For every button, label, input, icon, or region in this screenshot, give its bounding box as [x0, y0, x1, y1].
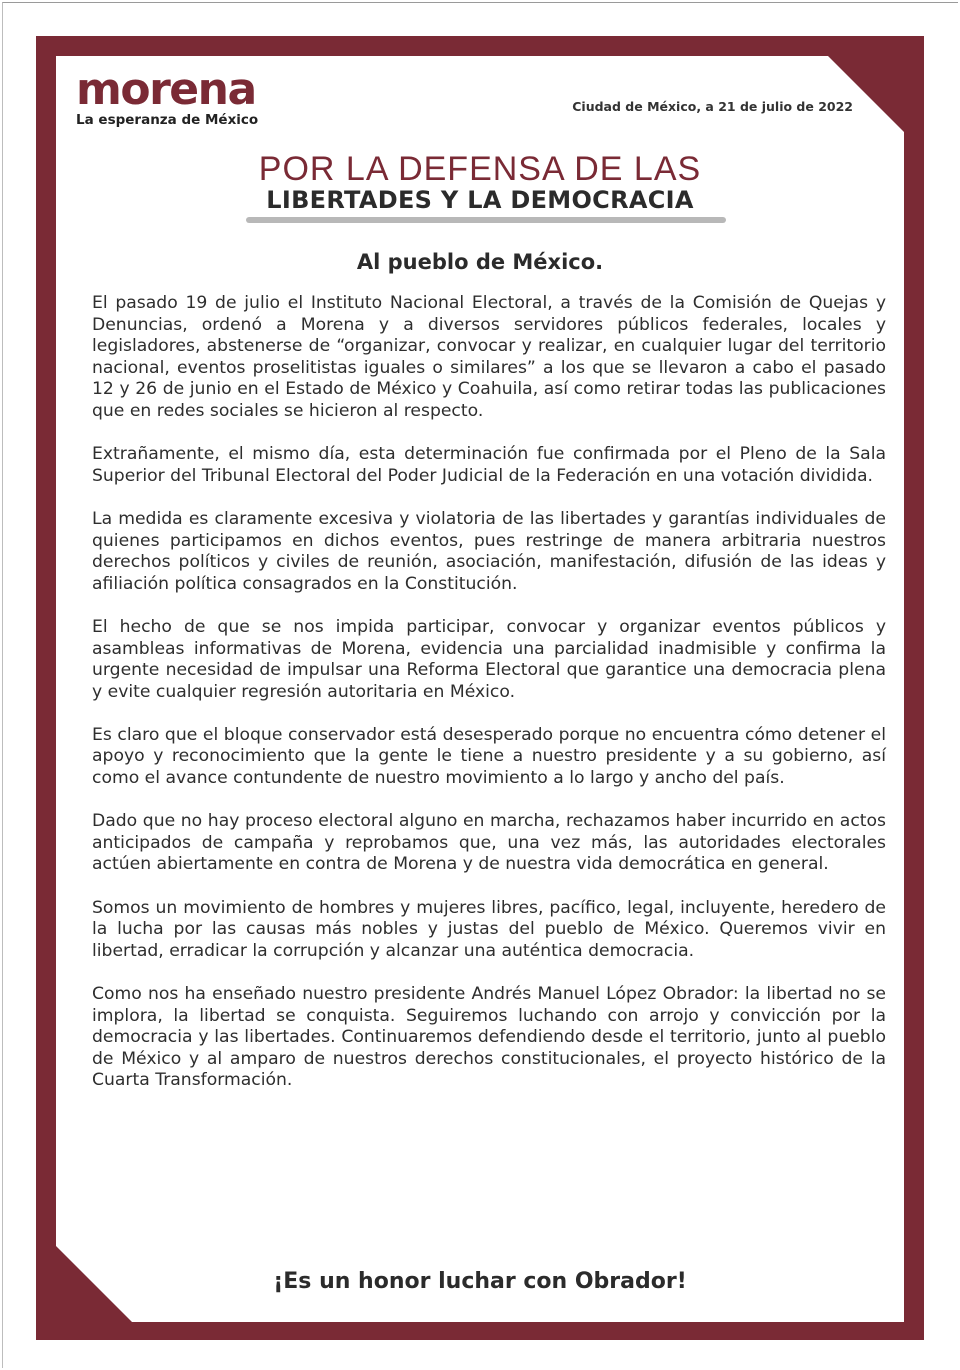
salutation: Al pueblo de México. — [356, 250, 604, 274]
paragraph-4: El hecho de que se nos impida participar, convocar y organizar eventos públicos y asambleas informativas de Morena, evidencia una parcialidad inadmisible y confirma la urgente necesidad de impulsar una Reforma Electoral que garantice una democracia plena y evite cualquier regresión autoritaria en México. — [92, 616, 886, 702]
heading-line-1: POR LA DEFENSA DE LAS — [258, 150, 702, 188]
logo-wordmark: morena — [76, 64, 256, 115]
morena-logo — [76, 66, 258, 128]
paragraph-6: Dado que no hay proceso electoral alguno en marcha, rechazamos haber incurrido en actos anticipados de campaña y reprobamos que, una vez más, las autoridades electorales actúen abiertamente en contra de Morena y de nuestra vida democrática en general. — [92, 811, 886, 875]
paragraph-3: La medida es claramente excesiva y violatoria de las libertades y garantías individuales de quienes participamos en dichos eventos, pues restringe de manera arbitraria nuestros derechos políticos y civiles de reunión, asociación, manifestación, difusión de las ideas y afiliación política consagrados en la Constitución. — [92, 508, 886, 594]
top-right-corner-inner — [828, 56, 904, 132]
paragraph-2: Extrañamente, el mismo día, esta determinación fue confirmada por el Pleno de la Sala Superior del Tribunal Electoral del Poder Judicial de la Federación en una votación dividida. — [92, 444, 886, 486]
heading-line-2: LIBERTADES Y LA DEMOCRACIA — [266, 186, 694, 214]
paragraph-7: Somos un movimiento de hombres y mujeres libres, pacífico, legal, incluyente, heredero de la lucha por las causas más nobles y justas del pueblo de México. Queremos vivir en libertad, erradicar la corrupción y alcanzar una auténtica democracia. — [92, 897, 886, 961]
heading-underline — [246, 217, 726, 223]
document-date: Ciudad de México, a 21 de julio de 2022 — [572, 99, 853, 114]
logo-tagline: La esperanza de México — [76, 112, 259, 128]
paragraph-1: El pasado 19 de julio el Instituto Nacional Electoral, a través de la Comisión de Quejas y Denuncias, ordenó a Morena y a diversos servidores públicos federales, locales y legisladores, abstenerse de “organizar, convocar y realizar, en cualquier lugar del territorio nacional, eventos proselitistas iguales o similares” a los que se llevaron a cabo el pasado 12 y 26 de junio en el Estado de México y Coahuila, así como retirar todas las publicaciones que en redes sociales se hicieron al respecto. — [92, 293, 886, 421]
closing-slogan: ¡Es un honor luchar con Obrador! — [273, 1269, 687, 1294]
letter-body — [92, 293, 886, 1114]
paragraph-8: Como nos ha enseñado nuestro presidente Andrés Manuel López Obrador: la libertad no se implora, la libertad se conquista. Seguiremos luchando con arrojo y convicción por la democracia y las libertades. Continuaremos defendiendo desde el territorio, junto al pueblo de México y al amparo de nuestros derechos constitucionales, el proyecto histórico de la Cuarta Transformación. — [92, 984, 886, 1091]
paragraph-5: Es claro que el bloque conservador está desesperado porque no encuentra cómo detener el apoyo y reconocimiento que la gente le tiene a nuestro presidente y a su gobierno, así como el avance contundente de nuestro movimiento a lo largo y ancho del país. — [92, 724, 886, 789]
